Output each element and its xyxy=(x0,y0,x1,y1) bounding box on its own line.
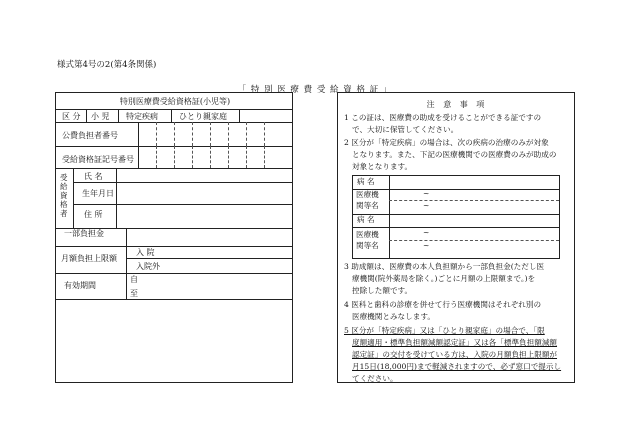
note-3-line-3: 控除した額です。 xyxy=(352,286,413,295)
note-3-line-1: 3 助成額は、医療費の本人負担額から一部負担金(ただし医 xyxy=(344,262,545,271)
disease-institution-table xyxy=(352,175,560,259)
note-5-line-4: 月15日(18,000円)まで軽減されますので、必ず窓口で提示し xyxy=(352,362,562,371)
tilde-3: ~ xyxy=(423,228,430,237)
note-2-line-2: となります。また、下記の医療機関での医療費のみが助成の xyxy=(352,150,557,159)
note-5-line-1: 5 区分が「特定疾病」又は「ひとり親家庭」の場合で、「限 xyxy=(344,326,545,335)
monthly-cap-label: 月額負担上限額 xyxy=(61,254,117,263)
name-label: 氏 名 xyxy=(84,172,103,181)
category-label: 区 分 xyxy=(62,112,81,121)
institution-label-2: 医療機関等名 xyxy=(356,230,379,250)
tilde-2: ~ xyxy=(423,201,430,210)
note-1-line-2: で、大切に保管してください。 xyxy=(352,125,459,134)
inpatient-label: 入 院 xyxy=(136,248,155,257)
outpatient-label: 入院外 xyxy=(136,262,160,271)
address-label: 住 所 xyxy=(84,210,103,219)
category-child: 小 児 xyxy=(91,112,110,121)
note-2-line-3: 対象となります。 xyxy=(352,162,413,171)
copay-label: 一部負担金 xyxy=(64,229,104,238)
notes-title: 注 意 事 項 xyxy=(426,100,488,109)
recipient-label: 受給資格者 xyxy=(60,173,68,218)
note-1-line-1: 1 この証は、医療費の助成を受けることができる証ですの xyxy=(344,113,542,122)
note-5-line-2: 度額適用・標準負担額減額認定証」又は各「標準負担額減額 xyxy=(352,338,558,347)
note-5-line-3: 認定証」の交付を受けている方は、入院の月額負担上限額が xyxy=(352,350,558,359)
note-3-line-2: 療機関(院外薬局を除く。)ごとに月額の上限額まで。)を xyxy=(352,274,536,283)
validity-label: 有効期間 xyxy=(64,281,96,290)
note-5-line-5: てください。 xyxy=(352,374,398,383)
tilde-1: ~ xyxy=(423,189,430,198)
validity-from: 自 xyxy=(130,275,138,284)
category-specific-disease: 特定疾病 xyxy=(126,112,158,121)
note-4-line-2: 医療機関とみなします。 xyxy=(352,312,435,321)
recipient-number-label: 受給資格証記号番号 xyxy=(62,155,134,164)
notes-panel xyxy=(337,92,575,383)
category-single-parent: ひとり親家庭 xyxy=(179,112,227,121)
disease-label-2: 病 名 xyxy=(357,215,375,224)
certificate-heading: 特別医療費受給資格証(小児等) xyxy=(119,97,231,106)
note-2-line-1: 2 区分が「特定疾病」の場合は、次の疾病の治療のみが対象 xyxy=(344,138,549,147)
validity-to: 至 xyxy=(130,289,138,298)
note-4-line-1: 4 医科と歯科の診療を併せて行う医療機関はそれぞれ別の xyxy=(344,300,542,309)
disease-label-1: 病 名 xyxy=(357,177,375,186)
institution-label-1: 医療機関等名 xyxy=(356,190,379,210)
form-number: 様式第4号の2(第4条関係) xyxy=(57,60,157,70)
birthdate-label: 生年月日 xyxy=(82,189,114,198)
document-title: 「 特 別 医 療 費 受 給 資 格 証 」 xyxy=(237,85,393,95)
certificate-table xyxy=(55,92,293,383)
public-payer-label: 公費負担者番号 xyxy=(62,131,118,140)
tilde-4: ~ xyxy=(423,241,430,250)
